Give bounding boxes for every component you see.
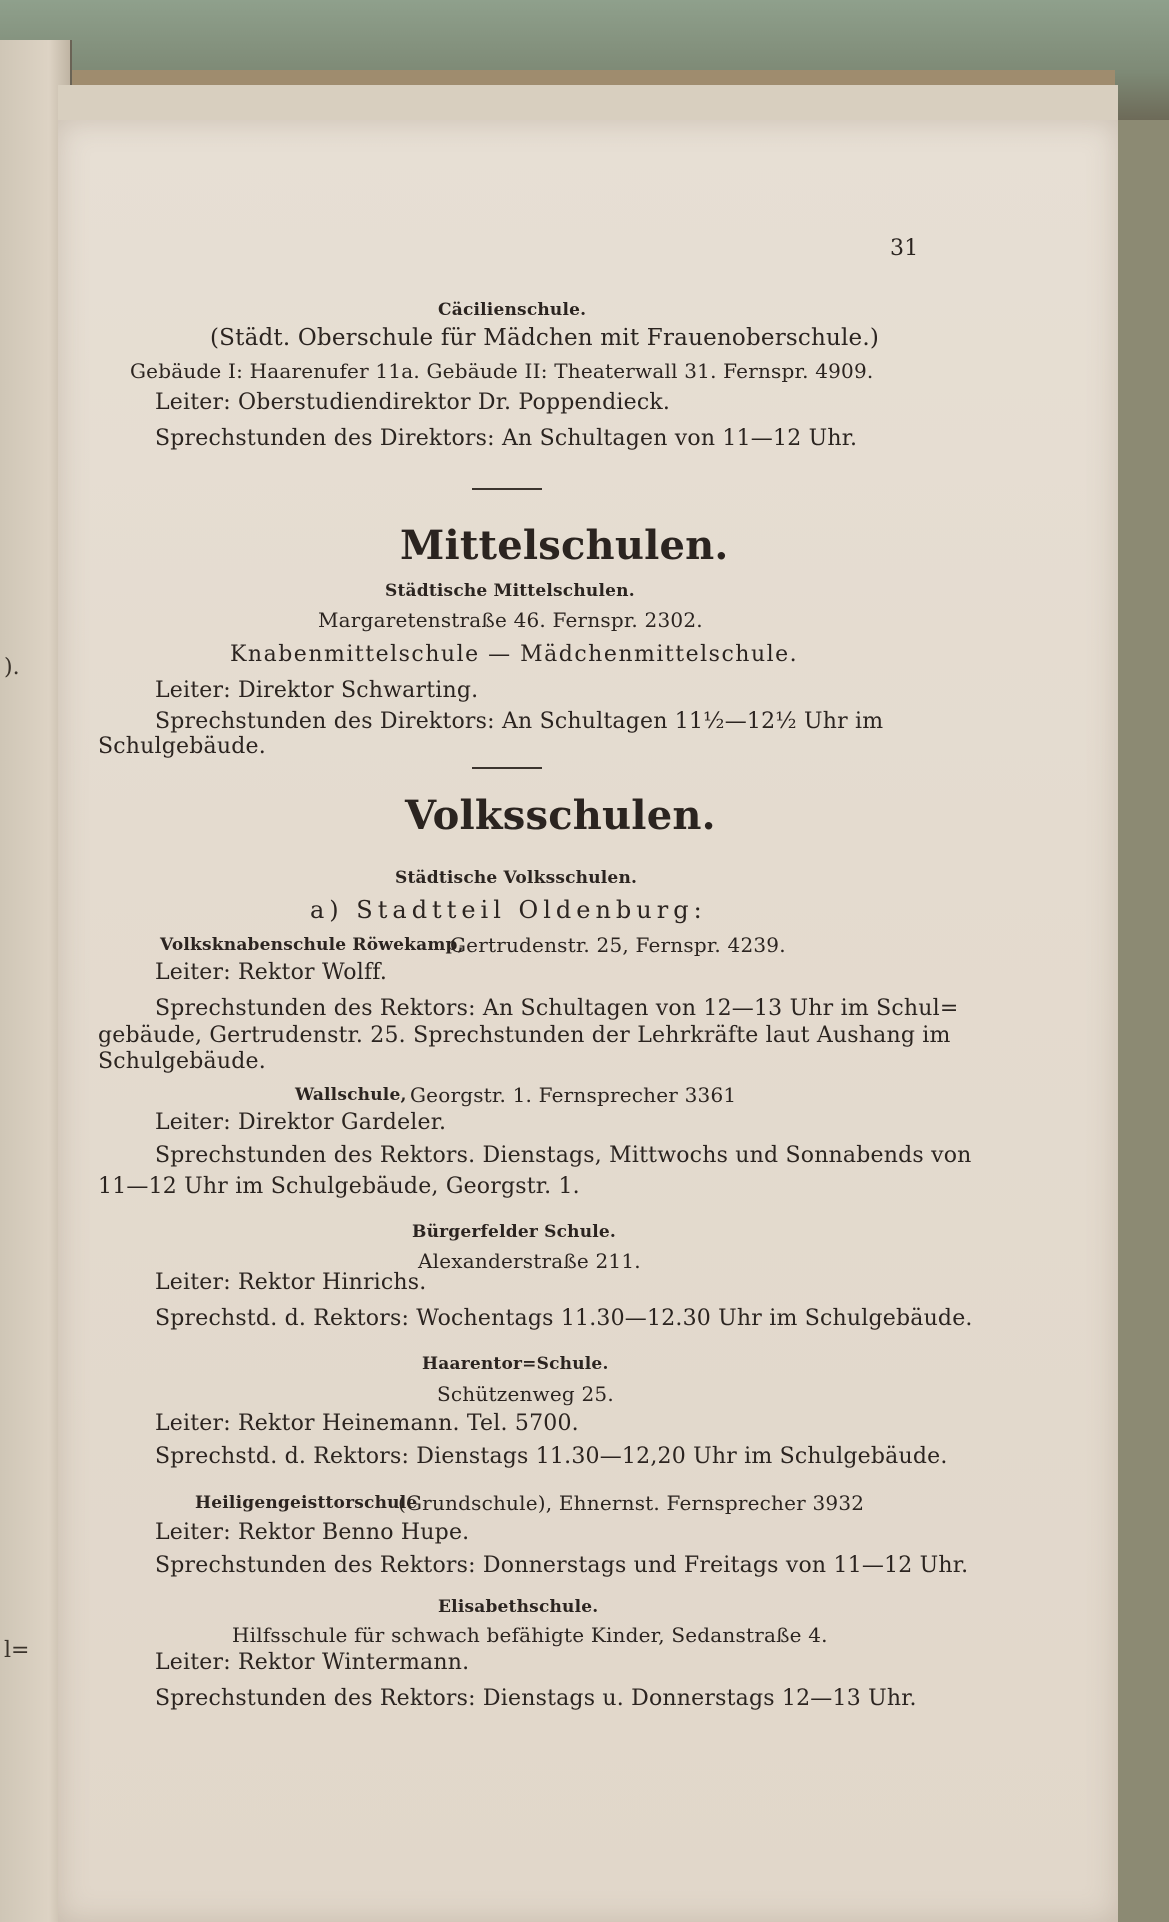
buergerfelder-name: Bürgerfelder Schule. — [412, 1222, 617, 1242]
haarentor-address: Schützenweg 25. — [437, 1382, 614, 1406]
wallschule-leader: Leiter: Direktor Gardeler. — [155, 1110, 447, 1135]
heiligengeist-details: (Grundschule), Ehnernst. Fernsprecher 3932 — [398, 1491, 865, 1515]
caecilien-leader: Leiter: Oberstudiendirektor Dr. Poppendieck. — [155, 390, 671, 415]
heiligengeist-hours: Sprechstunden des Rektors: Donnerstags und Freitags von 11—12 Uhr. — [155, 1553, 969, 1578]
mittelschulen-address: Margaretenstraße 46. Fernspr. 2302. — [318, 608, 703, 632]
roewekamp-leader: Leiter: Rektor Wolff. — [155, 960, 388, 985]
volksschulen-subheading: Städtische Volksschulen. — [395, 868, 638, 888]
buergerfelder-hours: Sprechstd. d. Rektors: Wochentags 11.30—12.30 Uhr im Schulgebäude. — [155, 1306, 973, 1331]
elisabeth-hours: Sprechstunden des Rektors: Dienstags u. Donnerstags 12—13 Uhr. — [155, 1686, 917, 1711]
haarentor-name: Haarentor=Schule. — [422, 1354, 609, 1374]
section-divider — [472, 767, 542, 769]
mittelschulen-hours-1: Sprechstunden des Direktors: An Schultagen 11½—12½ Uhr im — [155, 709, 884, 734]
volksschulen-district: a) Stadtteil Oldenburg: — [310, 896, 707, 924]
buergerfelder-address: Alexanderstraße 211. — [418, 1249, 641, 1273]
roewekamp-hours-3: Schulgebäude. — [98, 1049, 266, 1074]
elisabeth-leader: Leiter: Rektor Wintermann. — [155, 1650, 470, 1675]
haarentor-leader: Leiter: Rektor Heinemann. Tel. 5700. — [155, 1411, 579, 1436]
roewekamp-hours-1: Sprechstunden des Rektors: An Schultagen von 12—13 Uhr im Schul= — [155, 996, 959, 1021]
margin-mark: l= — [4, 1638, 30, 1663]
roewekamp-name: Volksknabenschule Röwekamp, — [160, 935, 464, 955]
mittelschulen-heading: Mittelschulen. — [400, 522, 729, 569]
haarentor-hours: Sprechstd. d. Rektors: Dienstags 11.30—12,20 Uhr im Schulgebäude. — [155, 1444, 948, 1469]
section-divider — [472, 488, 542, 490]
roewekamp-hours-2: gebäude, Gertrudenstr. 25. Sprechstunden der Lehrkräfte laut Aushang im — [98, 1023, 951, 1048]
caecilien-title: Cäcilienschule. — [438, 300, 587, 320]
wallschule-name: Wallschule, — [295, 1085, 407, 1105]
caecilien-subtitle: (Städt. Oberschule für Mädchen mit Frauenoberschule.) — [210, 325, 880, 351]
wallschule-hours-1: Sprechstunden des Rektors. Dienstags, Mittwochs und Sonnabends von — [155, 1143, 972, 1168]
page-number: 31 — [890, 236, 919, 261]
roewekamp-address: Gertrudenstr. 25, Fernspr. 4239. — [450, 933, 786, 957]
mittelschulen-leader: Leiter: Direktor Schwarting. — [155, 678, 479, 703]
volksschulen-heading: Volksschulen. — [405, 792, 716, 839]
caecilien-buildings: Gebäude I: Haarenufer 11a. Gebäude II: Theaterwall 31. Fernspr. 4909. — [130, 359, 874, 383]
mittelschulen-hours-2: Schulgebäude. — [98, 734, 266, 759]
buergerfelder-leader: Leiter: Rektor Hinrichs. — [155, 1270, 427, 1295]
elisabeth-desc: Hilfsschule für schwach befähigte Kinder, Sedanstraße 4. — [232, 1623, 828, 1647]
mittelschulen-schools: Knabenmittelschule — Mädchenmittelschule. — [230, 642, 799, 667]
margin-mark: ). — [4, 655, 20, 680]
heiligengeist-leader: Leiter: Rektor Benno Hupe. — [155, 1520, 470, 1545]
heiligengeist-name: Heiligengeisttorschule — [195, 1493, 418, 1513]
caecilien-hours: Sprechstunden des Direktors: An Schultagen von 11—12 Uhr. — [155, 426, 858, 451]
wallschule-address: Georgstr. 1. Fernsprecher 3361 — [410, 1083, 737, 1107]
wallschule-hours-2: 11—12 Uhr im Schulgebäude, Georgstr. 1. — [98, 1174, 580, 1199]
elisabeth-name: Elisabethschule. — [438, 1597, 599, 1617]
mittelschulen-subheading: Städtische Mittelschulen. — [385, 581, 635, 601]
